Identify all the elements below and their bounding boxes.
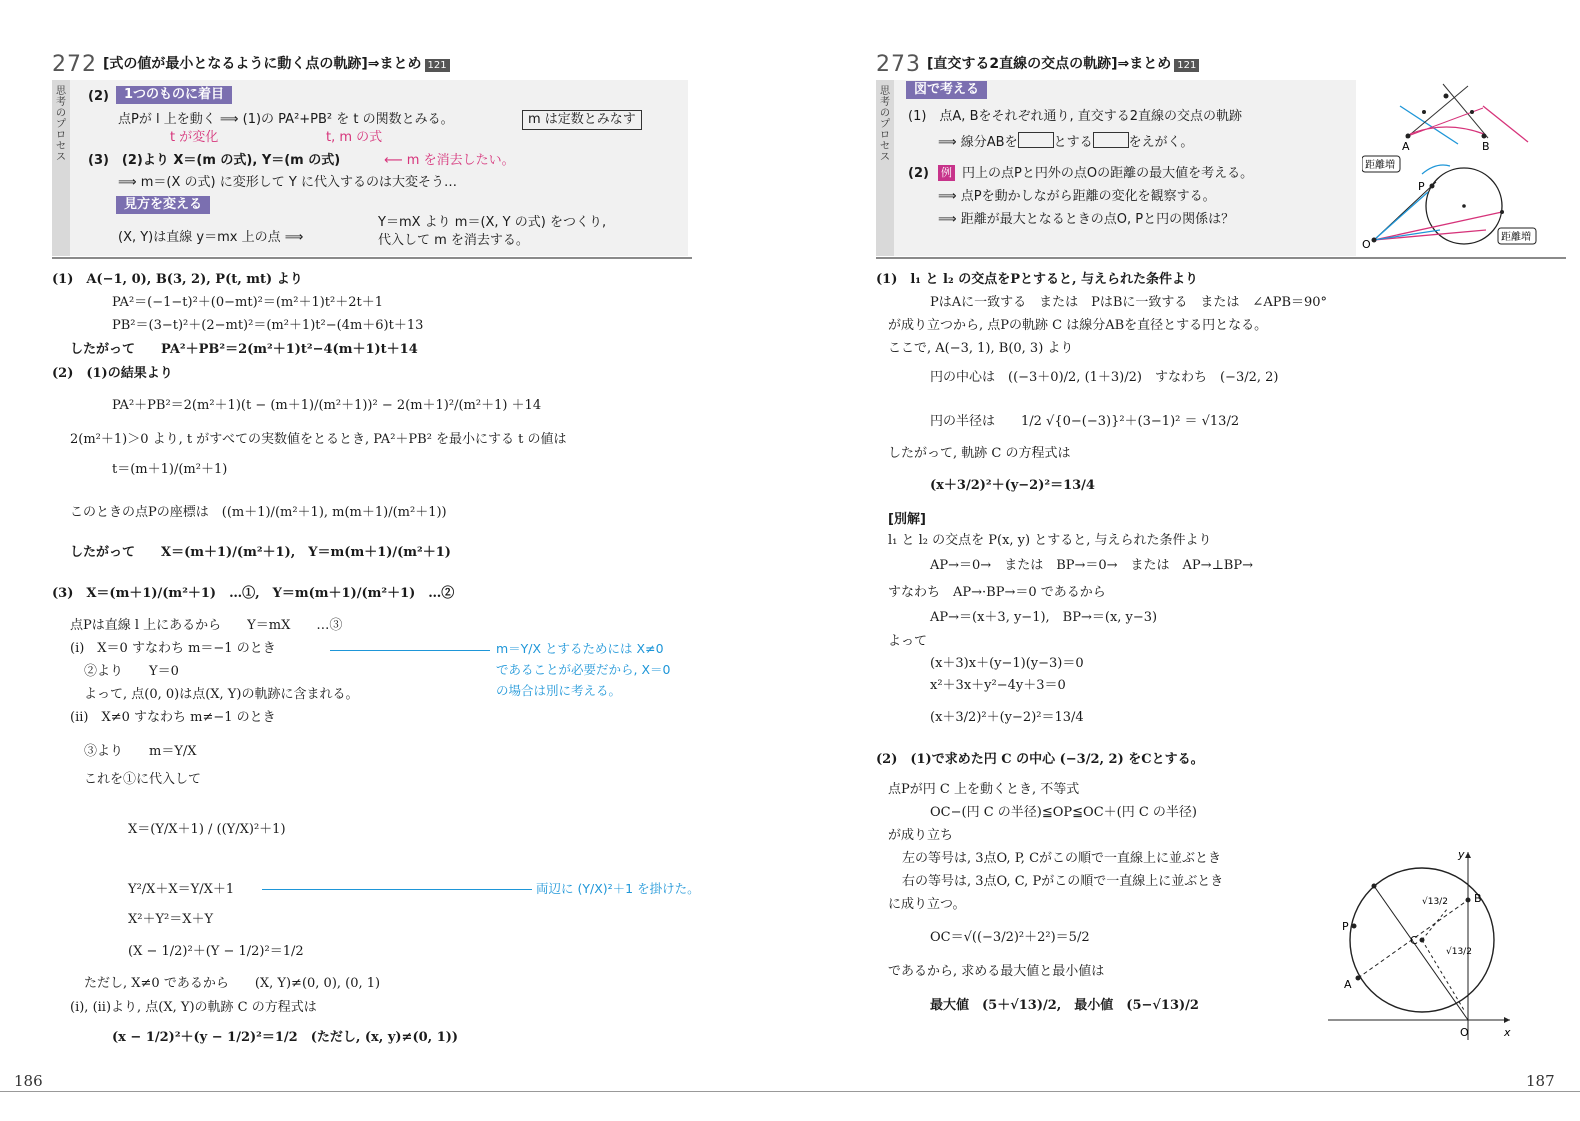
side-label: 思考のプロセス	[56, 86, 66, 163]
solution-line: ②より Y＝0	[84, 664, 179, 679]
process-line: (1) 点A, Bをそれぞれ通り, 直交する2直線の交点の軌跡	[908, 109, 1243, 124]
diagram-label-a: A	[1402, 140, 1410, 153]
solution-line: 左の等号は, 3点O, P, Cがこの順で一直線上に並ぶとき	[902, 851, 1222, 866]
page-number: 187	[1526, 1072, 1555, 1090]
solution-line: X²＋Y²＝X＋Y	[128, 912, 214, 927]
solution-line: (1) A(−1, 0), B(3, 2), P(t, mt) より	[52, 272, 303, 287]
diagram-label-b: B	[1482, 140, 1490, 153]
solution-line: (i), (ii)より, 点(X, Y)の軌跡 C の方程式は	[70, 1000, 317, 1015]
solution-line: 点Pが円 C 上を動くとき, 不等式	[888, 782, 1080, 797]
diagram-label-p: P	[1418, 180, 1425, 193]
side-note-line: の場合は別に考える。	[496, 683, 622, 698]
solution-line: PB²＝(3−t)²＋(2−mt)²＝(m²＋1)t²−(4m＋6)t＋13	[112, 318, 424, 333]
solution-line: x²＋3x＋y²−4y＋3＝0	[930, 678, 1066, 693]
solution-line: であるから, 求める最大値と最小値は	[888, 964, 1105, 979]
circle-distance-diagram	[1362, 152, 1538, 252]
solution-line: すなわち AP→·BP→＝0 であるから	[888, 585, 1106, 600]
diagram-label-far: 距離増	[1365, 160, 1395, 171]
solution-line: (i) X＝0 すなわち m＝−1 のとき	[70, 641, 276, 656]
pink-note: ⟵ m を消去したい。	[384, 153, 515, 168]
process-line: 代入して m を消去する。	[378, 233, 529, 248]
solution-line: (1) l₁ と l₂ の交点をPとすると, 与えられた条件より	[876, 272, 1199, 287]
side-note-line: であることが必要だから, X＝0	[496, 662, 671, 677]
solution-line: したがって, 軌跡 C の方程式は	[888, 446, 1071, 461]
graph-label-c: C	[1410, 934, 1418, 947]
process-item-2: (2)	[88, 89, 109, 104]
solution-line: (X − 1/2)²＋(Y − 1/2)²＝1/2	[128, 944, 304, 959]
solution-line: ここで, A(−3, 1), B(0, 3) より	[888, 341, 1074, 356]
process-line: 円上の点Pと円外の点Oの距離の最大値を考える。	[962, 166, 1254, 181]
solution-line: ③より m＝Y/X	[84, 744, 197, 759]
process-text: とする	[1053, 135, 1093, 150]
right-page	[790, 0, 1580, 1121]
graph-label-a: A	[1344, 978, 1352, 991]
graph-label-radius: √13/2	[1422, 897, 1448, 907]
page-footer-line	[0, 1091, 790, 1092]
problem-number: 273	[876, 52, 921, 77]
graph-label-x: x	[1504, 1026, 1511, 1039]
final-answer-273: 最大値 (5＋√13)/2, 最小値 (5−√13)/2	[930, 998, 1199, 1013]
solution-line: 2(m²＋1)＞0 より, t がすべての実数値をとるとき, PA²＋PB² を最小にする t の値は	[70, 432, 567, 447]
solution-line: X＝(Y/X＋1) / ((Y/X)²＋1)	[128, 822, 286, 837]
process-text: をえがく。	[1128, 135, 1194, 150]
solution-result: したがって X＝(m＋1)/(m²＋1), Y＝m(m＋1)/(m²＋1)	[70, 545, 451, 560]
summary-badge: 121	[1174, 59, 1199, 72]
figure-tag: 図で考える	[906, 81, 987, 99]
solution-line: に成り立つ。	[888, 897, 966, 912]
solution-line: よって	[888, 634, 928, 649]
solution-line: AP→＝(x＋3, y−1), BP→＝(x, y−3)	[930, 610, 1158, 625]
process-line: ⟹ 距離が最大となるときの点O, Pと円の関係は？	[938, 212, 1235, 227]
example-tag: 例	[938, 165, 955, 181]
process-line: Y＝mX より m＝(X, Y の式) をつくり,	[378, 215, 607, 230]
section-divider	[52, 257, 692, 259]
graph-label-p: P	[1342, 920, 1349, 933]
solution-line: Y²/X＋X＝Y/X＋1	[128, 882, 235, 897]
focus-tag: 1つのものに着目	[116, 86, 232, 104]
pink-note: t, m の式	[326, 130, 383, 145]
blank-box	[1093, 132, 1129, 148]
process-line: ⟹ 点Pを動かしながら距離の変化を観察する。	[938, 189, 1216, 204]
solution-line: 右の等号は, 3点O, C, Pがこの順で一直線上に並ぶとき	[902, 874, 1224, 889]
solution-line: (x＋3)x＋(y−1)(y−3)＝0	[930, 656, 1084, 671]
alt-solution-label: [別解]	[888, 512, 926, 527]
diagram-label-o: O	[1362, 238, 1371, 251]
side-label: 思考のプロセス	[880, 86, 890, 163]
solution-line: t＝(m＋1)/(m²＋1)	[112, 462, 228, 477]
solution-line: が成り立ち	[888, 828, 954, 843]
solution-line: 円の中心は ((−3＋0)/2, (1＋3)/2) すなわち (−3/2, 2)	[930, 370, 1279, 385]
final-answer-272: (x − 1/2)²＋(y − 1/2)²＝1/2 (ただし, (x, y)≠(0, 1))	[112, 1030, 459, 1045]
section-divider	[876, 257, 1566, 259]
problem-number: 272	[52, 52, 97, 77]
solution-line: 円の半径は 1/2 √{0−(−3)}²＋(3−1)² ＝ √13/2	[930, 414, 1240, 429]
solution-line: (3) X＝(m＋1)/(m²＋1) …①, Y＝m(m＋1)/(m²＋1) …②	[52, 586, 455, 601]
orthogonal-lines-diagram	[1388, 76, 1538, 154]
solution-line: (2) (1)の結果より	[52, 366, 173, 381]
process-line: 点Pが l 上を動く ⟹ (1)の PA²+PB² を t の関数とみる。	[118, 112, 454, 127]
graph-label-o: O	[1460, 1026, 1469, 1039]
process-line: (3) (2)より X＝(m の式), Y＝(m の式)	[88, 153, 341, 168]
side-note-line: m＝Y/X とするためには X≠0	[496, 641, 664, 656]
solution-result: (x＋3/2)²＋(y−2)²＝13/4	[930, 478, 1095, 493]
solution-line: PA²＋PB²＝2(m²＋1)(t − (m＋1)/(m²＋1))² − 2(m＋1)²/(m²＋1) ＋14	[112, 398, 542, 413]
graph-label-b: B	[1474, 892, 1482, 905]
page-number: 186	[14, 1072, 43, 1090]
process-text: ⟹ 線分ABを	[938, 135, 1018, 150]
solution-line: OC−(円 C の半径)≦OP≦OC＋(円 C の半径)	[930, 805, 1198, 820]
problem-title: [式の値が最小となるように動く点の軌跡]⇒まとめ	[103, 56, 422, 72]
problem-title: [直交する2直線の交点の軌跡]⇒まとめ	[927, 56, 1172, 72]
note-leader-line	[330, 650, 490, 651]
note-leader-line	[262, 889, 532, 890]
solution-line: (ii) X≠0 すなわち m≠−1 のとき	[70, 710, 276, 725]
callout-box: m は定数とみなす	[522, 110, 642, 130]
process-line: ⟹ m＝(X の式) に変形して Y に代入するのは大変そう…	[118, 175, 457, 190]
solution-line: AP→＝0→ または BP→＝0→ または AP→⊥BP→	[930, 558, 1253, 573]
side-note-block	[496, 638, 670, 701]
solution-line: よって, 点(0, 0)は点(X, Y)の軌跡に含まれる。	[84, 687, 359, 702]
diagram-label-near: 距離増	[1501, 232, 1531, 243]
solution-line: このときの点Pの座標は ((m＋1)/(m²＋1), m(m＋1)/(m²＋1))	[70, 505, 447, 520]
problem-header-273	[876, 52, 1199, 77]
page-footer-line	[790, 1091, 1580, 1092]
pink-note: t が変化	[170, 130, 219, 145]
side-note-line: 両辺に (Y/X)²＋1 を掛けた。	[536, 881, 700, 896]
solution-line: 点Pは直線 l 上にあるから Y＝mX …③	[70, 618, 343, 633]
solution-line: l₁ と l₂ の交点を P(x, y) とすると, 与えられた条件より	[888, 533, 1212, 548]
solution-line: OC＝√((−3/2)²＋2²)＝5/2	[930, 930, 1090, 945]
solution-line: PはAに一致する または PはBに一致する または ∠APB＝90°	[930, 295, 1328, 310]
solution-line: (x＋3/2)²＋(y−2)²＝13/4	[930, 710, 1084, 725]
perspective-tag: 見方を変える	[116, 196, 210, 214]
problem-header-272	[52, 52, 450, 77]
solution-line: これを①に代入して	[84, 772, 202, 787]
summary-badge: 121	[425, 59, 450, 72]
process-line: (X, Y)は直線 y＝mx 上の点 ⟹	[118, 230, 304, 245]
graph-label-y: y	[1458, 848, 1465, 861]
circle-coordinate-graph	[1328, 846, 1516, 1042]
graph-label-radius: √13/2	[1446, 947, 1472, 957]
blank-box	[1018, 132, 1054, 148]
solution-line: PA²＝(−1−t)²＋(0−mt)²＝(m²＋1)t²＋2t＋1	[112, 295, 384, 310]
solution-result: したがって PA²＋PB²＝2(m²＋1)t²−4(m＋1)t＋14	[70, 342, 418, 357]
solution-line: が成り立つから, 点Pの軌跡 C は線分ABを直径とする円となる。	[888, 318, 1268, 333]
solution-line: ただし, X≠0 であるから (X, Y)≠(0, 0), (0, 1)	[84, 976, 381, 991]
solution-line: (2) (1)で求めた円 C の中心 (−3/2, 2) をCとする。	[876, 752, 1204, 767]
process-item-2: (2)	[908, 166, 929, 181]
